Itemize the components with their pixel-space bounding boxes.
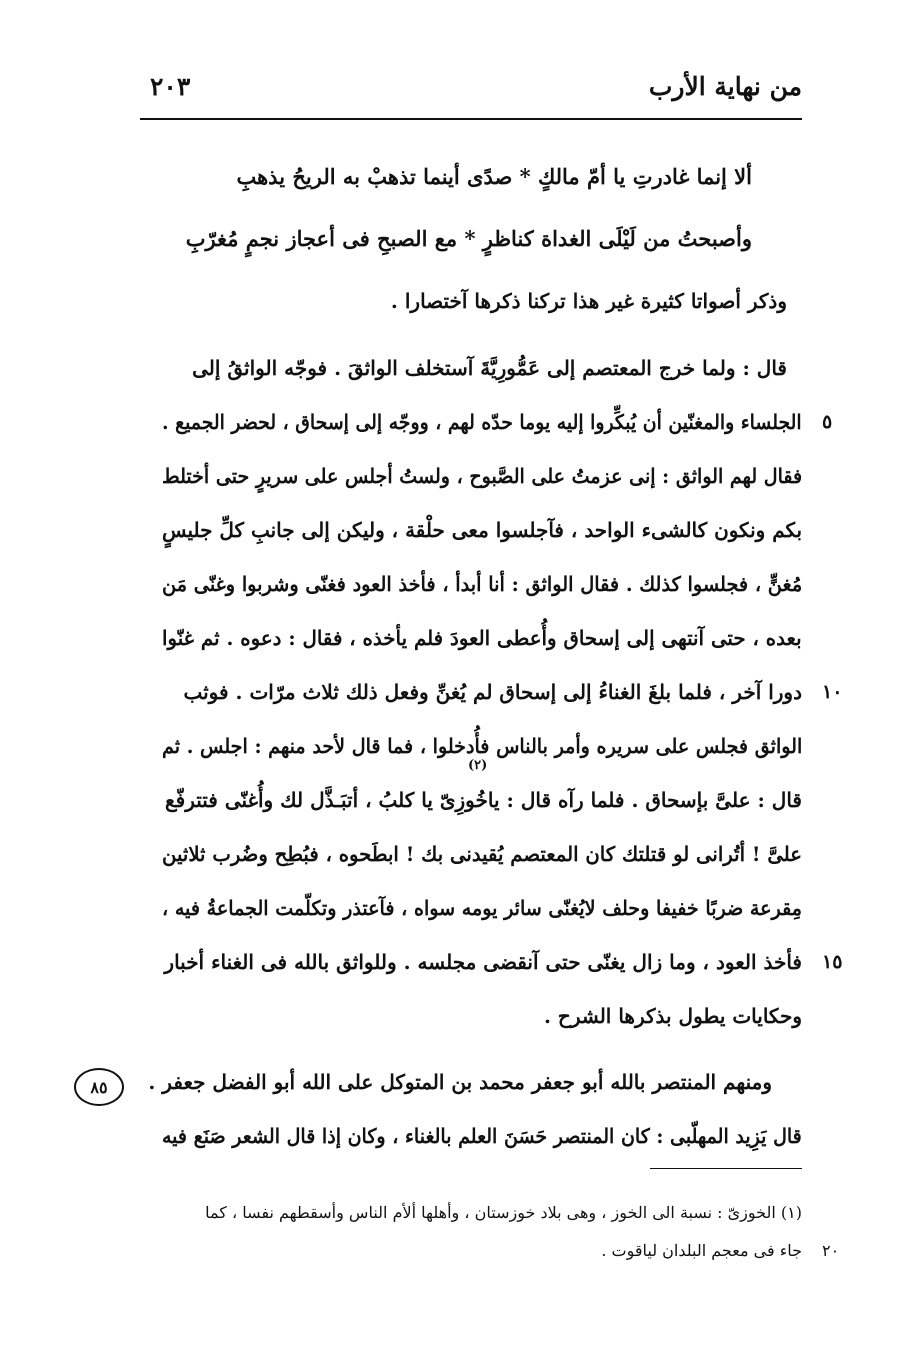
footnote-rule [650,1168,802,1169]
verse-line: ألا إنما غادرتِ يا أمّ مالكٍ * صدًى أينما تذهبْ به الريحُ يذهبِ [236,164,752,189]
footnote-line: جاء فى معجم البلدان لياقوت . [601,1241,802,1260]
paragraph-line: الجلساء والمغنّين أن يُبكِّروا إليه يوما حدّه لهم ، ووجّه إلى إسحاق ، لحضر الجميع . [162,410,802,434]
paragraph-line: قال : علىَّ بإسحاق . فلما رآه قال : ياخُوزِىّ يا كلبُ ، أتبَـذَّل لك وأُغنّى فتترفّع [164,788,802,812]
paragraph-line: وذكر أصواتا كثيرة غير هذا تركنا ذكرها آختصارا . [390,289,787,313]
footnote-line: (١) الخوزىّ : نسبة الى الخوز ، وهى بلاد خوزستان ، وأهلها ألأم الناس وأسقطهم نفسا ، كما [205,1203,802,1222]
paragraph-line: فأخذ العود ، وما زال يغنّى حتى آنقضى مجلسه . وللواثق بالله فى الغناء أخبار [164,950,802,974]
page-number: ٢٠٣ [150,72,191,101]
footnote-marker: (٢) [468,758,488,773]
header-rule [140,118,802,120]
paragraph-line: بعده ، حتى آنتهى إلى إسحاق وأُعطى العودَ فلم يأخذه ، فقال : دعوه . ثم غنّوا [162,626,802,650]
paragraph-line: قال : ولما خرج المعتصم إلى عَمُّورِيَّةَ آستخلف الواثقَ . فوجّه الواثقُ إلى [192,356,787,380]
line-number: ١٠ [822,681,843,703]
line-number: ٢٠ [822,1241,840,1260]
paragraph-line: بكم ونكون كالشىء الواحد ، فآجلسوا معى حلْقة ، وليكن إلى جانبِ كلِّ جليسٍ [161,518,802,542]
paragraph-line: دورا آخر ، فلما بلغَ الغناءُ إلى إسحاق لم يُغنِّ وفعل ذلك ثلاث مرّات . فوثب [183,680,802,704]
running-header [140,72,802,112]
paragraph-line: قال يَزِيد المهلّبى : كان المنتصر حَسَنَ العلم بالغناء ، وكان إذا قال الشعر صَنَع فيه [162,1124,802,1148]
paragraph-line: مِقرعة ضربًا خفيفا وحلف لايُغنّى سائر يومه سواه ، فآعتذر وتكلّمت الجماعةُ فيه ، [162,896,802,920]
line-number: ٥ [822,411,833,433]
line-number: ١٥ [822,951,843,973]
paragraph-line: ومنهم المنتصر بالله أبو جعفر محمد بن المتوكل على الله أبو الفضل جعفر . [148,1070,772,1094]
paragraph-line: الواثق فجلس على سريره وأمر بالناس فأُدخلوا ، فما قال لأحد منهم : اجلس . ثم [161,734,802,758]
margin-folio-marker: ٨٥ [74,1068,124,1106]
paragraph-line: فقال لهم الواثق : إنى عزمتُ على الصَّبوح ، ولستُ أجلس على سريرٍ حتى أختلط [161,464,802,488]
paragraph-line: وحكايات يطول بذكرها الشرح . [544,1004,802,1028]
paragraph-line: علىَّ ! أتُرانى لو قتلتك كان المعتصم يُقيدنى بك ! ابطَحوه ، فبُطِح وضُرب ثلاثين [162,842,802,866]
running-title: من نهاية الأرب [648,72,802,101]
verse-line: وأصبحتُ من لَيْلَى الغداة كناظرٍ * مع الصبحِ فى أعجاز نجمٍ مُغرّبِ [185,226,752,251]
paragraph-line: مُغنٍّ ، فجلسوا كذلك . فقال الواثق : أنا أبدأ ، فأخذ العود فغنّى وشربوا وغنّى مَن [161,572,802,596]
